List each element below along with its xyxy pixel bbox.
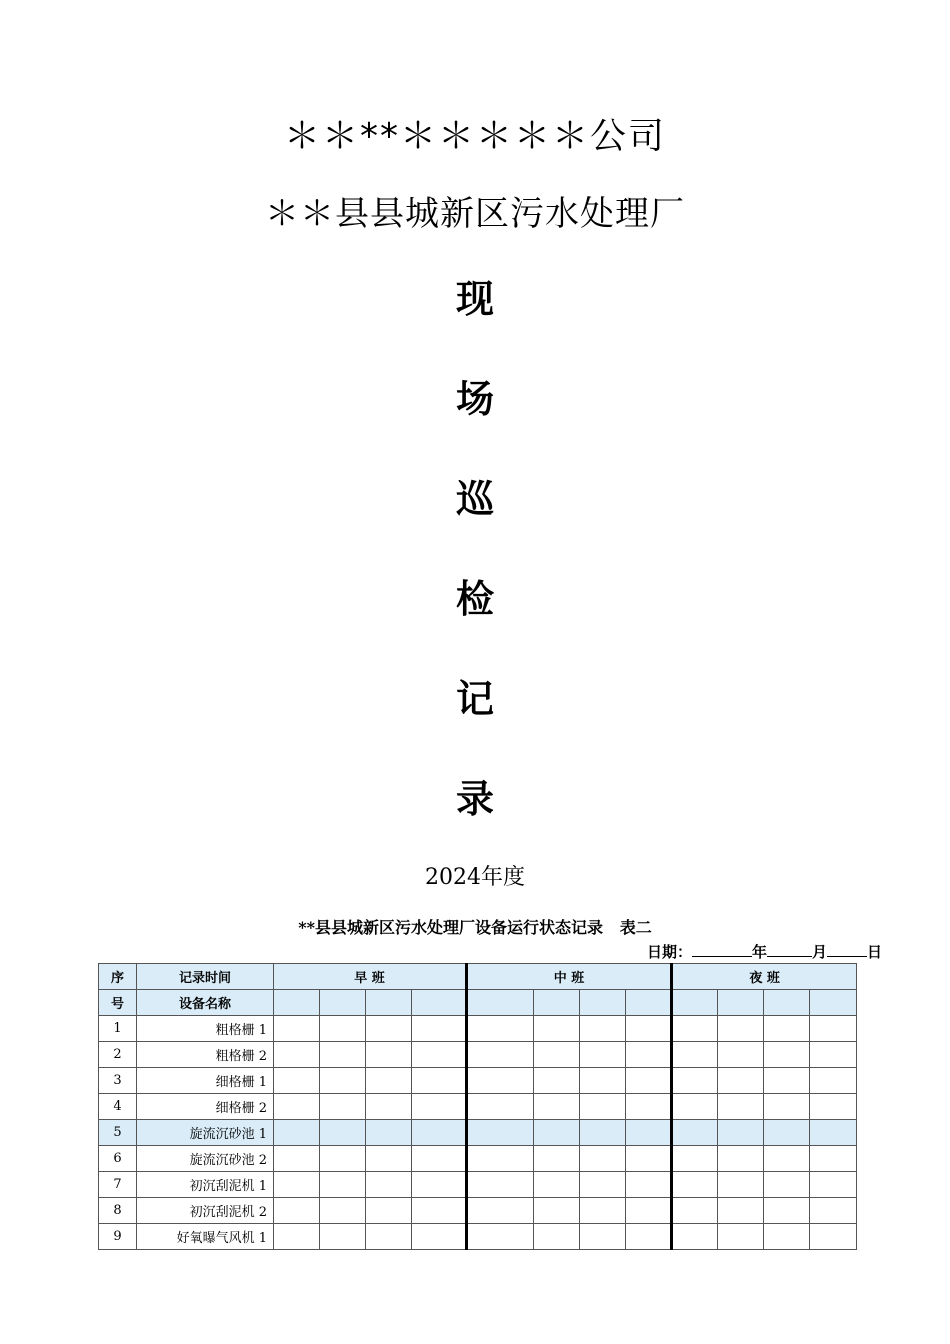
company-name: ＊＊**＊＊＊＊＊公司 [283,116,666,157]
status-cell[interactable] [764,1224,810,1250]
status-cell[interactable] [366,1094,412,1120]
mid-shift-header: 中 班 [467,964,672,990]
status-cell[interactable] [718,1042,764,1068]
table-row [99,1042,857,1068]
status-cell[interactable] [366,1224,412,1250]
status-cell[interactable] [467,1146,534,1172]
status-cell[interactable] [764,1068,810,1094]
day-suffix: 日 [866,943,882,961]
night-shift-header: 夜 班 [672,964,857,990]
status-cell[interactable] [580,1042,626,1068]
row-number: 6 [99,1146,137,1172]
status-cell[interactable] [626,1042,672,1068]
status-cell[interactable] [626,1068,672,1094]
time-slot-cell[interactable] [580,990,626,1016]
time-slot-cell[interactable] [412,990,467,1016]
morning-shift-header: 早 班 [274,964,467,990]
table-row [99,1198,857,1224]
title-char: 现 [455,277,494,321]
status-cell[interactable] [412,1094,467,1120]
status-cell[interactable] [580,1094,626,1120]
status-cell[interactable] [412,1068,467,1094]
status-cell[interactable] [467,1094,534,1120]
status-cell[interactable] [672,1016,718,1042]
equipment-name: 初沉刮泥机 1 [137,1172,274,1198]
equipment-name: 细格栅 2 [137,1094,274,1120]
status-cell[interactable] [467,1120,534,1146]
status-cell[interactable] [366,1198,412,1224]
status-cell[interactable] [274,1146,320,1172]
status-cell[interactable] [534,1224,580,1250]
row-number: 1 [99,1016,137,1042]
year-blank [692,942,752,957]
status-cell[interactable] [718,1172,764,1198]
status-cell[interactable] [320,1224,366,1250]
status-cell[interactable] [320,1094,366,1120]
equipment-name: 粗格栅 2 [137,1042,274,1068]
title-char: 巡 [455,477,494,521]
status-cell[interactable] [320,1198,366,1224]
status-cell[interactable] [810,1146,857,1172]
status-cell[interactable] [412,1016,467,1042]
title-char: 记 [455,677,494,721]
status-cell[interactable] [274,1094,320,1120]
table-row [99,1120,857,1146]
status-cell[interactable] [412,1172,467,1198]
table-row [99,1172,857,1198]
status-cell[interactable] [366,1120,412,1146]
status-cell[interactable] [274,1120,320,1146]
table-row [99,1146,857,1172]
time-slot-cell[interactable] [810,990,857,1016]
status-cell[interactable] [718,1094,764,1120]
year-suffix: 年 [751,943,767,961]
status-cell[interactable] [580,1172,626,1198]
header-row-2 [99,990,857,1016]
status-cell[interactable] [580,1120,626,1146]
status-cell[interactable] [580,1068,626,1094]
status-cell[interactable] [626,1172,672,1198]
status-cell[interactable] [764,1146,810,1172]
time-slot-cell[interactable] [718,990,764,1016]
status-cell[interactable] [274,1172,320,1198]
status-cell[interactable] [810,1016,857,1042]
status-cell[interactable] [810,1224,857,1250]
status-cell[interactable] [764,1120,810,1146]
title-char: 场 [455,377,494,421]
status-cell[interactable] [274,1068,320,1094]
status-cell[interactable] [320,1016,366,1042]
status-cell[interactable] [366,1068,412,1094]
status-cell[interactable] [672,1120,718,1146]
seq-header-bottom: 号 [99,990,137,1016]
status-cell[interactable] [718,1068,764,1094]
status-cell[interactable] [412,1042,467,1068]
status-cell[interactable] [580,1146,626,1172]
date-label: 日期： [646,943,692,961]
status-cell[interactable] [320,1172,366,1198]
equipment-status-table [98,963,857,1250]
status-cell[interactable] [718,1016,764,1042]
status-cell[interactable] [412,1224,467,1250]
status-cell[interactable] [412,1146,467,1172]
status-cell[interactable] [274,1042,320,1068]
row-number: 7 [99,1172,137,1198]
status-cell[interactable] [672,1224,718,1250]
time-slot-cell[interactable] [366,990,412,1016]
status-cell[interactable] [274,1198,320,1224]
status-cell[interactable] [626,1016,672,1042]
equipment-name: 初沉刮泥机 2 [137,1198,274,1224]
status-cell[interactable] [366,1172,412,1198]
status-cell[interactable] [580,1016,626,1042]
status-cell[interactable] [412,1198,467,1224]
status-cell[interactable] [467,1172,534,1198]
status-cell[interactable] [672,1172,718,1198]
status-cell[interactable] [672,1146,718,1172]
status-cell[interactable] [534,1198,580,1224]
status-cell[interactable] [764,1016,810,1042]
row-number: 2 [99,1042,137,1068]
status-cell[interactable] [274,1016,320,1042]
status-cell[interactable] [810,1198,857,1224]
time-slot-cell[interactable] [467,990,534,1016]
status-cell[interactable] [467,1068,534,1094]
status-cell[interactable] [672,1068,718,1094]
date-line [647,941,882,962]
status-cell[interactable] [672,1198,718,1224]
row-number: 8 [99,1198,137,1224]
day-blank [827,942,867,957]
status-cell[interactable] [580,1198,626,1224]
status-cell[interactable] [718,1198,764,1224]
status-cell[interactable] [672,1042,718,1068]
status-cell[interactable] [764,1094,810,1120]
status-cell[interactable] [412,1120,467,1146]
row-number: 3 [99,1068,137,1094]
status-cell[interactable] [626,1120,672,1146]
status-cell[interactable] [534,1016,580,1042]
time-slot-cell[interactable] [626,990,672,1016]
time-header: 记录时间 [137,964,274,990]
status-cell[interactable] [672,1094,718,1120]
status-cell[interactable] [626,1224,672,1250]
status-cell[interactable] [810,1172,857,1198]
equipment-name: 粗格栅 1 [137,1016,274,1042]
table-row [99,1224,857,1250]
plant-name: ＊＊县县城新区污水处理厂 [265,194,685,234]
status-cell[interactable] [810,1120,857,1146]
status-cell[interactable] [764,1172,810,1198]
equipment-name: 细格栅 1 [137,1068,274,1094]
table-row [99,1068,857,1094]
title-char: 检 [455,577,494,621]
status-cell[interactable] [718,1224,764,1250]
month-suffix: 月 [811,943,827,961]
row-number: 4 [99,1094,137,1120]
status-cell[interactable] [718,1146,764,1172]
time-slot-cell[interactable] [534,990,580,1016]
status-cell[interactable] [274,1224,320,1250]
status-cell[interactable] [534,1146,580,1172]
table-row [99,1094,857,1120]
row-number: 9 [99,1224,137,1250]
table-row [99,1016,857,1042]
equipment-name: 旋流沉砂池 1 [137,1120,274,1146]
time-slot-cell[interactable] [274,990,320,1016]
status-cell[interactable] [626,1094,672,1120]
equipment-name: 旋流沉砂池 2 [137,1146,274,1172]
status-cell[interactable] [534,1172,580,1198]
status-cell[interactable] [320,1120,366,1146]
year-label: 2024年度 [425,865,525,890]
time-slot-cell[interactable] [764,990,810,1016]
status-cell[interactable] [764,1198,810,1224]
title-char: 录 [455,777,494,821]
status-cell[interactable] [320,1042,366,1068]
status-cell[interactable] [626,1146,672,1172]
status-cell[interactable] [467,1042,534,1068]
status-cell[interactable] [580,1224,626,1250]
status-cell[interactable] [366,1042,412,1068]
status-cell[interactable] [534,1094,580,1120]
status-cell[interactable] [467,1198,534,1224]
header-row [99,964,857,990]
status-cell[interactable] [810,1068,857,1094]
status-cell[interactable] [718,1120,764,1146]
time-slot-cell[interactable] [672,990,718,1016]
status-cell[interactable] [626,1198,672,1224]
equipment-name: 好氧曝气风机 1 [137,1224,274,1250]
status-cell[interactable] [534,1068,580,1094]
equip-header: 设备名称 [137,990,274,1016]
record-title: **县县城新区污水处理厂设备运行状态记录 表二 [298,918,652,937]
status-cell[interactable] [467,1016,534,1042]
status-cell[interactable] [366,1016,412,1042]
status-cell[interactable] [534,1120,580,1146]
time-slot-cell[interactable] [320,990,366,1016]
status-cell[interactable] [764,1042,810,1068]
status-cell[interactable] [320,1146,366,1172]
status-cell[interactable] [534,1042,580,1068]
status-cell[interactable] [320,1068,366,1094]
status-cell[interactable] [810,1094,857,1120]
status-cell[interactable] [810,1042,857,1068]
month-blank [767,942,812,957]
status-cell[interactable] [467,1224,534,1250]
seq-header-top: 序 [99,964,137,990]
row-number: 5 [99,1120,137,1146]
status-cell[interactable] [366,1146,412,1172]
